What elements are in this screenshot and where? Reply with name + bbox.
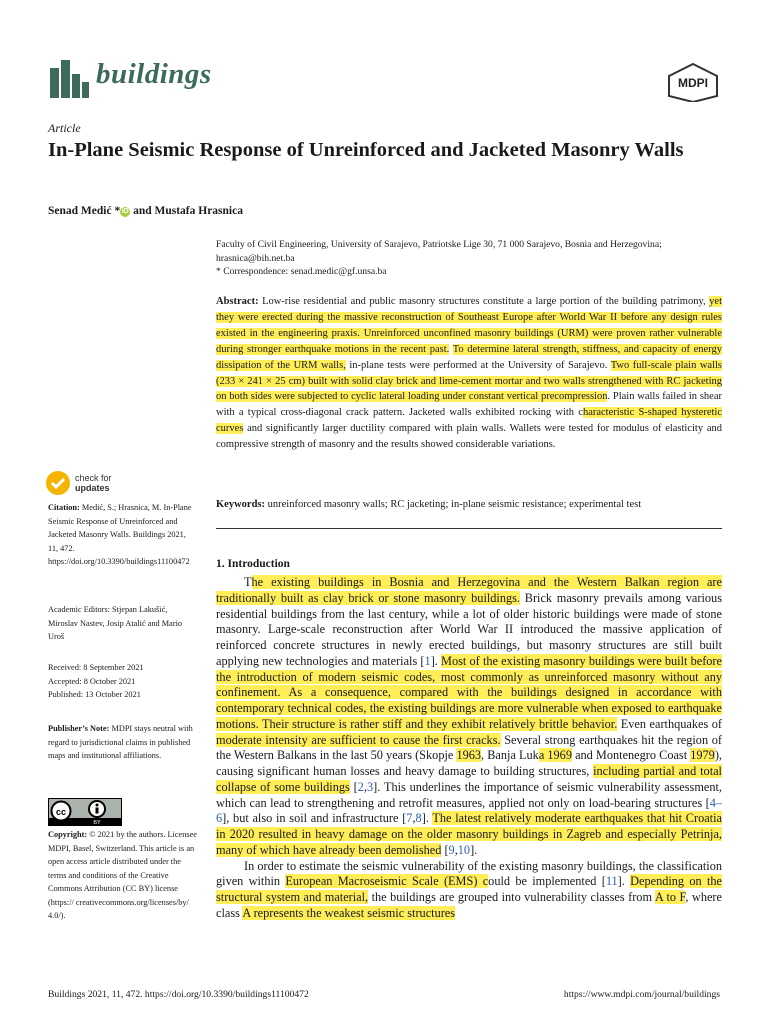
highlight: 1979 [690, 748, 715, 763]
publishers-note-text: MDPI stays neutral with regard to jurisdictional claims in published maps and institutional affiliations. [48, 724, 193, 760]
dates [48, 661, 198, 702]
text: Brick masonry prevails among various residential buildings from the last century, while a lot of older historic buildings were made of stone masonry. Large-scale reconstruction after World War II introduced the massive application of reinforced concrete structures in newly erected buildings, but masonry structures are still built applying new technologies and materials [ [216, 590, 722, 668]
journal-logo [48, 58, 90, 98]
highlight: Two full-scale plain walls (233 × 241 × 25 cm) built with solid clay brick and lime-cement mortar and two walls strengthened with RC jacketing on both sides were subjected to cyclic lateral loading under constant vertical precompression [216, 359, 723, 403]
accepted-date: Accepted: 8 October 2021 [48, 676, 136, 686]
highlight: he existing buildings in Bosnia and Herzegovina and the Western Balkan region are traditionally built as clay brick or stone masonry buildings. [216, 575, 722, 605]
highlight: A represents the weakest seismic structures [242, 905, 456, 920]
highlight: moderate intensity are sufficient to cause the first cracks. [216, 732, 501, 747]
text: , [454, 842, 458, 857]
text: ]. This underlines the importance of seismic vulnerability assessment, which can lead to strengthening and retrofit measures, applied not only on load-bearing structures [ [216, 779, 722, 810]
highlight: To determine lateral strength, stiffness, and capacity of energy dissipation of the URM walls, [216, 343, 722, 371]
highlight: A to F [654, 890, 686, 904]
abstract-text: in-plane tests were performed at the University of Sarajevo. [345, 359, 611, 371]
keywords-label: Keywords: [216, 499, 265, 510]
paragraph [216, 859, 722, 922]
copyright-text: © 2021 by the authors. Licensee MDPI, Basel, Switzerland. This article is an open access article distributed under the terms and conditions of the Creative Commons Attribution (CC BY) license (https:// creativecommons.org/licenses/by/ 4.0/). [48, 830, 197, 920]
highlight: European Macroseismic Scale (EMS) c [285, 874, 489, 889]
orcid-icon[interactable]: iD [121, 208, 129, 215]
keywords [216, 497, 722, 512]
text: and Montenegro Coast [571, 748, 691, 763]
reference-link[interactable]: 10 [457, 842, 471, 857]
abstract-label: Abstract: [216, 296, 259, 307]
affiliation-block [216, 238, 726, 279]
abstract [216, 294, 722, 453]
text: , Banja Luk [481, 748, 539, 763]
publisher-text: MDPI [678, 76, 708, 90]
highlight: Most of the existing masonry buildings were built before the introduction of modern seismic codes, most commonly as unreinforced masonry without any confinement. As a consequence, compared with the buildings designed in accordance with contemporary technical codes, the existing buildings are more vulnerable when exposed to earthquake motions. Their structure is rather stiff and they exhibit relatively brittle behavior. [216, 653, 722, 731]
text: , [412, 811, 416, 826]
divider [216, 528, 722, 529]
keywords-text: unreinforced masonry walls; RC jacketing; in-plane seismic resistance; experimental test [265, 499, 642, 510]
svg-text:cc: cc [55, 807, 67, 817]
mdpi-logo [667, 62, 719, 102]
highlight: Depending on the structural system and material, [216, 874, 722, 904]
introduction-body [216, 575, 722, 922]
highlight: haracteristic S-shaped hysteretic curves [216, 407, 723, 435]
copyright [48, 828, 198, 923]
author-1[interactable]: Senad Medić * [48, 205, 121, 217]
text: ]. [470, 842, 478, 857]
cc-label: BY [93, 820, 101, 825]
publishers-note [48, 722, 198, 763]
reference-link[interactable]: 9 [448, 842, 455, 857]
text: , [363, 779, 367, 794]
text: ]. [421, 811, 433, 826]
highlight: a 1969 [538, 748, 572, 763]
highlight: The latest relatively moderate earthquakes that hit Croatia in 2020 resulted in heavy damage on the older masonry buildings in Zagreb and especially Petrinja, many of which have already been demolished [216, 811, 722, 857]
author-2[interactable]: and Mustafa Hrasnica [130, 205, 243, 217]
reference-link[interactable]: 1 [424, 653, 431, 668]
published-date: Published: 13 October 2021 [48, 690, 141, 699]
correspondence: * Correspondence: senad.medic@gf.unsa.ba [216, 266, 387, 277]
text: ]. [430, 653, 442, 668]
citation-label: Citation: [48, 503, 80, 512]
footer-citation[interactable]: Buildings 2021, 11, 472. https://doi.org/10.3390/buildings11100472 [48, 989, 309, 1000]
received-date: Received: 8 September 2021 [48, 663, 144, 672]
text: the buildings are grouped into vulnerability classes from [368, 890, 655, 904]
highlight: yet they were erected during the massive reconstruction of Southeast Europe after World War II before any design rules existed in the engineering praxis. Unreinforced unconfined masonry buildings (URM) were proven rather vulnerable during stronger earthquake motions in the recent past. [216, 296, 722, 355]
reference-link[interactable]: 3 [367, 779, 374, 794]
reference-link[interactable]: 2 [357, 779, 364, 794]
highlight: including partial and total collapse of some buildings [216, 764, 722, 794]
highlight: 1963 [456, 748, 482, 763]
copyright-label: Copyright: [48, 830, 88, 839]
paragraph [216, 575, 722, 859]
text: , where class [216, 890, 722, 920]
section-heading: 1. Introduction [216, 558, 290, 570]
reference-link[interactable]: 11 [605, 874, 618, 889]
page-title: In-Plane Seismic Response of Unreinforced and Jacketed Masonry Walls [48, 139, 684, 161]
text: [ [441, 842, 449, 857]
affiliation: Faculty of Civil Engineering, University of Sarajevo, Patriotske Lige 30, 71 000 Sarajevo, Bosnia and Herzegovina; hrasnica@bih.net.ba [216, 239, 662, 264]
reference-link[interactable]: 4–6 [216, 795, 722, 826]
abstract-text: . Plain walls failed in shear with a typical cross-diagonal crack pattern. Jacketed walls exhibited rocking with c [216, 391, 722, 419]
text: T [244, 575, 252, 589]
check-for-updates-button[interactable] [46, 471, 146, 497]
article-type: Article [48, 121, 81, 135]
journal-name: buildings [96, 58, 212, 90]
check-updates-label: check for [75, 473, 112, 483]
abstract-text: and significantly larger ductility compared with plain walls. Wallets were tested for modulus of elasticity and compressive strength of masonry and the results showed considerable variations. [216, 423, 722, 451]
cc-by-license-icon[interactable] [48, 798, 122, 826]
text: [ [349, 779, 358, 794]
check-updates-label-2: updates [75, 483, 110, 493]
citation-text[interactable]: Medić, S.; Hrasnica, M. In-Plane Seismic Response of Unreinforced and Jacketed Masonry Walls. Buildings 2021, 11, 472. https://doi.org/10.3390/buildings11100472 [48, 503, 192, 566]
text: ), causing significant human losses and heavy damage to building structures, [216, 748, 722, 778]
text: ], but also in soil and infrastructure [ [222, 811, 407, 826]
text: ould be implemented [ [488, 874, 606, 889]
text: Even earthquakes of [617, 716, 722, 731]
academic-editors: Academic Editors: Stjepan Lakušić, Miroslav Nastev, Josip Atalić and Mario Uroš [48, 605, 183, 641]
text: In order to estimate the seismic vulnerability of the existing masonry buildings, the classification given within [216, 858, 722, 889]
publishers-note-label: Publisher’s Note: [48, 724, 110, 733]
footer-journal-url[interactable]: https://www.mdpi.com/journal/buildings [563, 989, 720, 1000]
text: Several strong earthquakes hit the region of the Western Balkans in the last 50 years (Skopje [216, 732, 722, 763]
abstract-text: Low-rise residential and public masonry structures constitute a large portion of the building patrimony, [258, 296, 710, 307]
text: ]. [617, 874, 631, 889]
citation [48, 501, 198, 569]
author-list [48, 205, 243, 217]
check-updates-icon [46, 471, 70, 495]
reference-link[interactable]: 8 [415, 811, 422, 826]
reference-link[interactable]: 7 [406, 811, 413, 826]
